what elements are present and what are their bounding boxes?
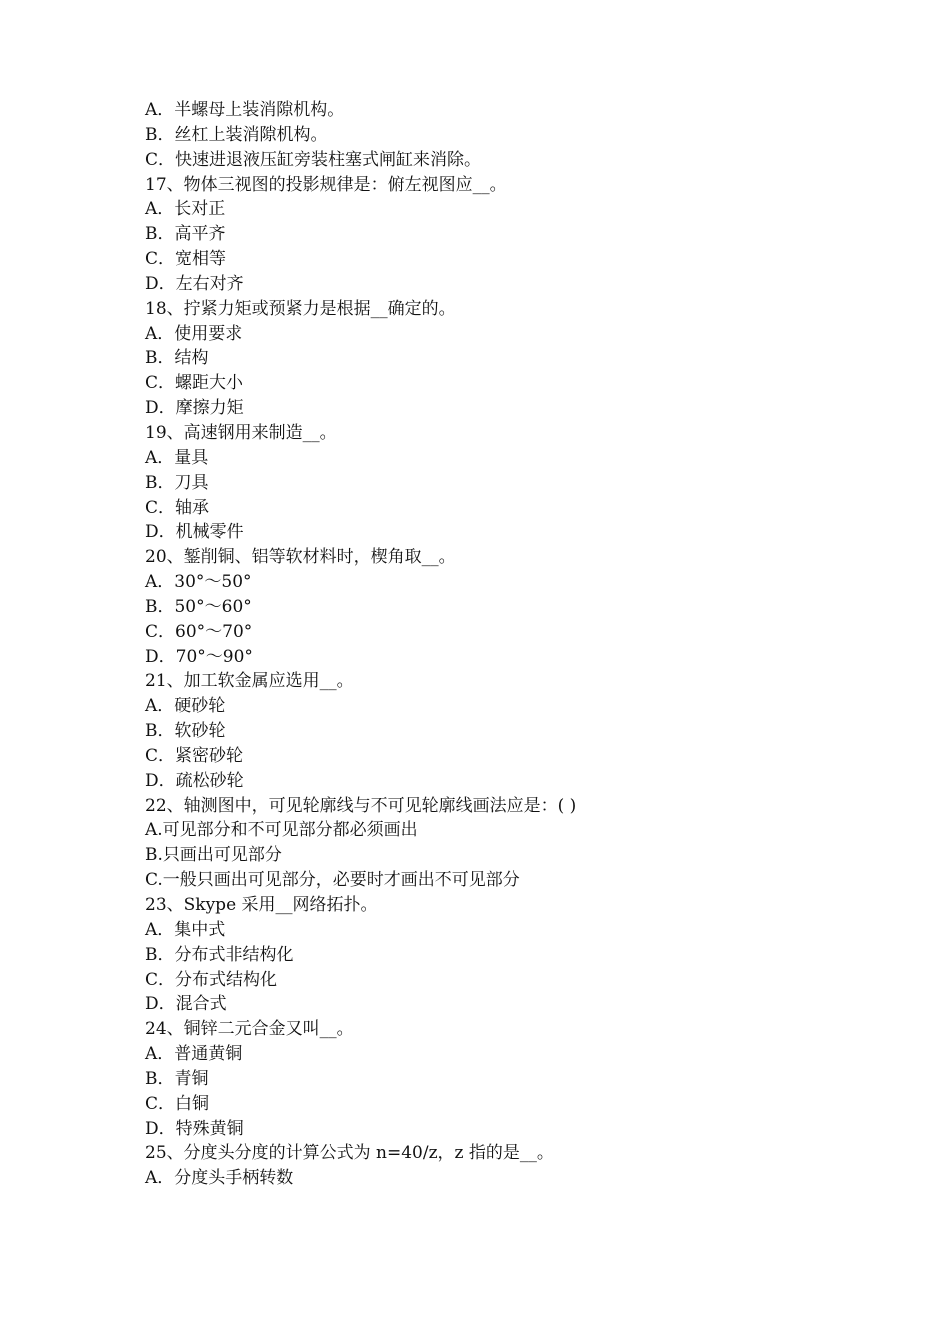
option-line: B．50°～60°: [145, 596, 252, 617]
text-line: A．半螺母上装消隙机构。: [145, 100, 345, 120]
option-line: C．轴承: [145, 497, 210, 518]
option-line: D．摩擦力矩: [145, 398, 244, 419]
option-line: B．分布式非结构化: [145, 944, 294, 965]
option-line: A．长对正: [145, 199, 226, 220]
option-line: B．青铜: [145, 1068, 209, 1089]
option-line: A．30°～50°: [145, 572, 252, 593]
option-line: D．疏松砂轮: [145, 770, 244, 791]
option-line: A．使用要求: [145, 323, 243, 344]
option-line: A．集中式: [145, 919, 226, 940]
question-17: 17、物体三视图的投影规律是：俯左视图应__。: [145, 174, 507, 195]
option-line: B．软砂轮: [145, 721, 226, 742]
option-line: C.一般只画出可见部分，必要时才画出不可见部分: [145, 870, 520, 891]
option-line: A．量具: [145, 447, 209, 468]
question-23: 23、Skype 采用__网络拓扑。: [145, 895, 378, 915]
option-line: A．分度头手柄转数: [145, 1168, 294, 1189]
option-line: C．宽相等: [145, 249, 227, 270]
question-18: 18、拧紧力矩或预紧力是根据__确定的。: [145, 298, 456, 319]
option-line: D．70°～90°: [145, 646, 253, 667]
option-line: A．硬砂轮: [145, 696, 226, 717]
question-21: 21、加工软金属应选用__。: [145, 671, 354, 692]
option-line: B．高平齐: [145, 224, 226, 245]
option-line: D．机械零件: [145, 522, 244, 543]
option-line: C．分布式结构化: [145, 969, 278, 990]
option-line: A.可见部分和不可见部分都必须画出: [145, 820, 418, 841]
question-22: 22、轴测图中，可见轮廓线与不可见轮廓线画法应是：( ): [145, 795, 577, 816]
option-line: C．60°～70°: [145, 621, 253, 642]
question-20: 20、錾削铜、铝等软材料时，楔角取__。: [145, 547, 456, 568]
option-line: D．左右对齐: [145, 273, 244, 294]
option-line: C．白铜: [145, 1093, 210, 1114]
option-line: B．刀具: [145, 472, 209, 493]
question-25: 25、分度头分度的计算公式为 n=40/z，z 指的是__。: [145, 1143, 554, 1164]
question-24: 24、铜锌二元合金又叫__。: [145, 1019, 354, 1040]
option-line: D．混合式: [145, 994, 227, 1015]
option-line: D．特殊黄铜: [145, 1118, 244, 1139]
text-line: B．丝杠上装消隙机构。: [145, 124, 328, 145]
question-text-block: [145, 98, 845, 1191]
option-line: A．普通黄铜: [145, 1044, 243, 1065]
text-line: C．快速进退液压缸旁装柱塞式闸缸来消除。: [145, 149, 482, 170]
question-19: 19、高速钢用来制造__。: [145, 422, 337, 443]
option-line: B．结构: [145, 348, 209, 369]
option-line: C．紧密砂轮: [145, 745, 244, 766]
option-line: C．螺距大小: [145, 373, 244, 394]
option-line: B.只画出可见部分: [145, 845, 282, 866]
